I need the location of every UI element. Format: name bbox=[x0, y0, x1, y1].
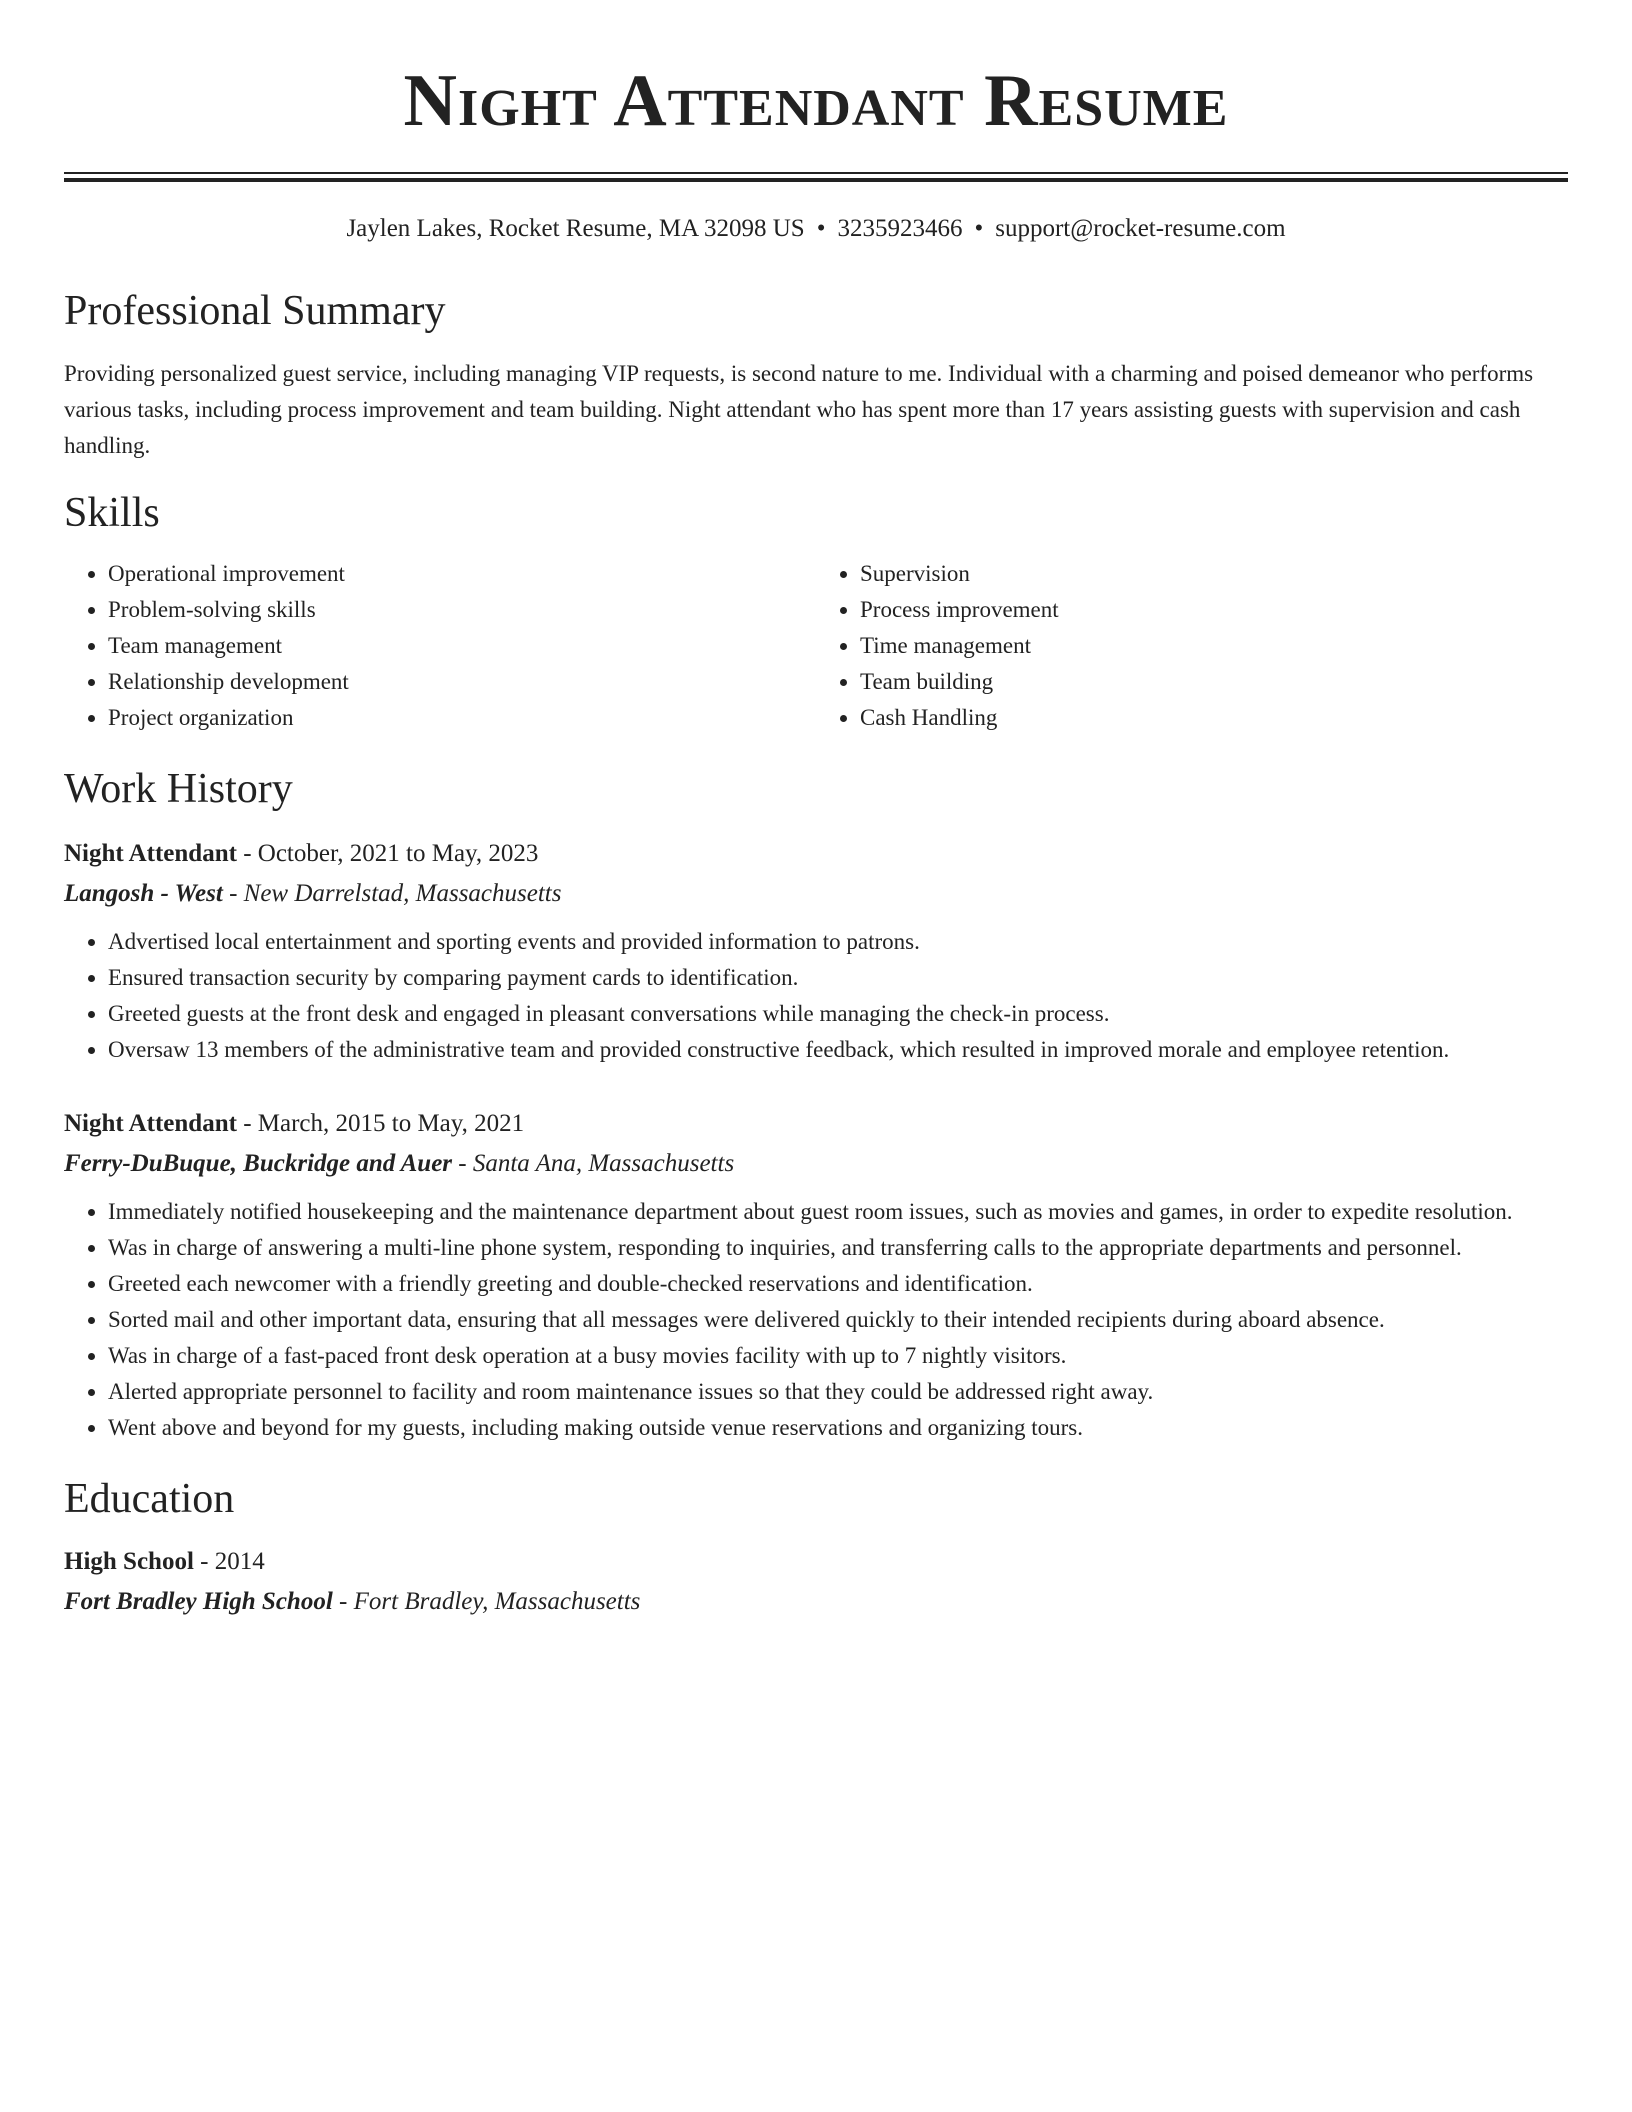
contact-line bbox=[64, 214, 1568, 244]
degree: High School bbox=[64, 1548, 194, 1575]
employer-name: Langosh - West bbox=[64, 880, 223, 907]
employer-line bbox=[64, 1144, 1568, 1184]
job-title-line bbox=[64, 834, 1568, 874]
skill-item: • Process improvement bbox=[860, 592, 1568, 628]
page-title: Night Attendant Resume bbox=[403, 60, 1229, 142]
job-bullet: • Sorted mail and other important data, ensuring that all messages were delivered quickly to their intended recipients during aboard absence. bbox=[108, 1302, 1568, 1338]
school-name: Fort Bradley High School bbox=[64, 1588, 333, 1615]
job-bullet: • Ensured transaction security by comparing payment cards to identification. bbox=[108, 960, 1568, 996]
skill-item: • Project organization bbox=[108, 700, 816, 736]
education-heading: Education bbox=[64, 1476, 235, 1522]
education-section bbox=[64, 1474, 1568, 1622]
work-history-section bbox=[64, 764, 1568, 1446]
graduation-year: - 2014 bbox=[193, 1548, 265, 1575]
job-bullet: • Advertised local entertainment and sporting events and provided information to patrons. bbox=[108, 924, 1568, 960]
job-bullet: • Was in charge of answering a multi-line phone system, responding to inquiries, and transferring calls to the appropriate departments and personnel. bbox=[108, 1230, 1568, 1266]
skills-heading: Skills bbox=[64, 490, 160, 536]
skill-item: • Operational improvement bbox=[108, 556, 816, 592]
job-bullet: • Was in charge of a fast-paced front desk operation at a busy movies facility with up to 7 nightly visitors. bbox=[108, 1338, 1568, 1374]
degree-line bbox=[64, 1542, 1568, 1582]
job-bullet: • Went above and beyond for my guests, including making outside venue reservations and organizing tours. bbox=[108, 1410, 1568, 1446]
school-line bbox=[64, 1582, 1568, 1622]
job-entry bbox=[64, 834, 1568, 1068]
job-title-line bbox=[64, 1104, 1568, 1144]
title-divider bbox=[64, 172, 1568, 182]
job-bullet: • Alerted appropriate personnel to facility and room maintenance issues so that they could be addressed right away. bbox=[108, 1374, 1568, 1410]
job-bullets bbox=[64, 1194, 1568, 1446]
job-bullet: • Greeted guests at the front desk and engaged in pleasant conversations while managing the check-in process. bbox=[108, 996, 1568, 1032]
contact-email: support@rocket-resume.com bbox=[995, 215, 1286, 242]
job-dates: - March, 2015 to May, 2021 bbox=[236, 1110, 525, 1137]
contact-separator: • bbox=[816, 215, 826, 242]
contact-address: Jaylen Lakes, Rocket Resume, MA 32098 US bbox=[346, 215, 805, 242]
skill-item: • Team building bbox=[860, 664, 1568, 700]
job-bullet: • Immediately notified housekeeping and the maintenance department about guest room issues, such as movies and games, in order to expedite resolution. bbox=[108, 1194, 1568, 1230]
skill-item: • Cash Handling bbox=[860, 700, 1568, 736]
job-bullets bbox=[64, 924, 1568, 1068]
employer-location: - Santa Ana, Massachusetts bbox=[452, 1150, 735, 1177]
job-bullet: • Greeted each newcomer with a friendly greeting and double-checked reservations and identification. bbox=[108, 1266, 1568, 1302]
summary-section bbox=[64, 286, 1568, 464]
school-location: - Fort Bradley, Massachusetts bbox=[332, 1588, 641, 1615]
skills-list-right bbox=[816, 556, 1568, 736]
summary-text: Providing personalized guest service, including managing VIP requests, is second nature to me. Individual with a charming and poised demeanor who performs various tasks, including process improvement and team building. Night attendant who has spent more than 17 years assisting guests with supervision and cash handling. bbox=[64, 361, 1534, 458]
skill-item: • Supervision bbox=[860, 556, 1568, 592]
skill-item: • Team management bbox=[108, 628, 816, 664]
job-title: Night Attendant bbox=[64, 840, 237, 867]
employer-line bbox=[64, 874, 1568, 914]
job-bullet: • Oversaw 13 members of the administrative team and provided constructive feedback, which resulted in improved morale and employee retention. bbox=[108, 1032, 1568, 1068]
job-entry bbox=[64, 1104, 1568, 1446]
skills-columns bbox=[64, 556, 1568, 736]
work-history-heading: Work History bbox=[64, 766, 293, 812]
skills-list-left bbox=[64, 556, 816, 736]
education-entry bbox=[64, 1542, 1568, 1622]
summary-heading: Professional Summary bbox=[64, 288, 446, 334]
employer-name: Ferry-DuBuque, Buckridge and Auer bbox=[64, 1150, 453, 1177]
contact-phone: 3235923466 bbox=[837, 215, 963, 242]
contact-separator: • bbox=[974, 215, 984, 242]
skill-item: • Time management bbox=[860, 628, 1568, 664]
skill-item: • Problem-solving skills bbox=[108, 592, 816, 628]
job-title: Night Attendant bbox=[64, 1110, 237, 1137]
skill-item: • Relationship development bbox=[108, 664, 816, 700]
skills-section bbox=[64, 488, 1568, 736]
job-dates: - October, 2021 to May, 2023 bbox=[236, 840, 539, 867]
employer-location: - New Darrelstad, Massachusetts bbox=[222, 880, 562, 907]
